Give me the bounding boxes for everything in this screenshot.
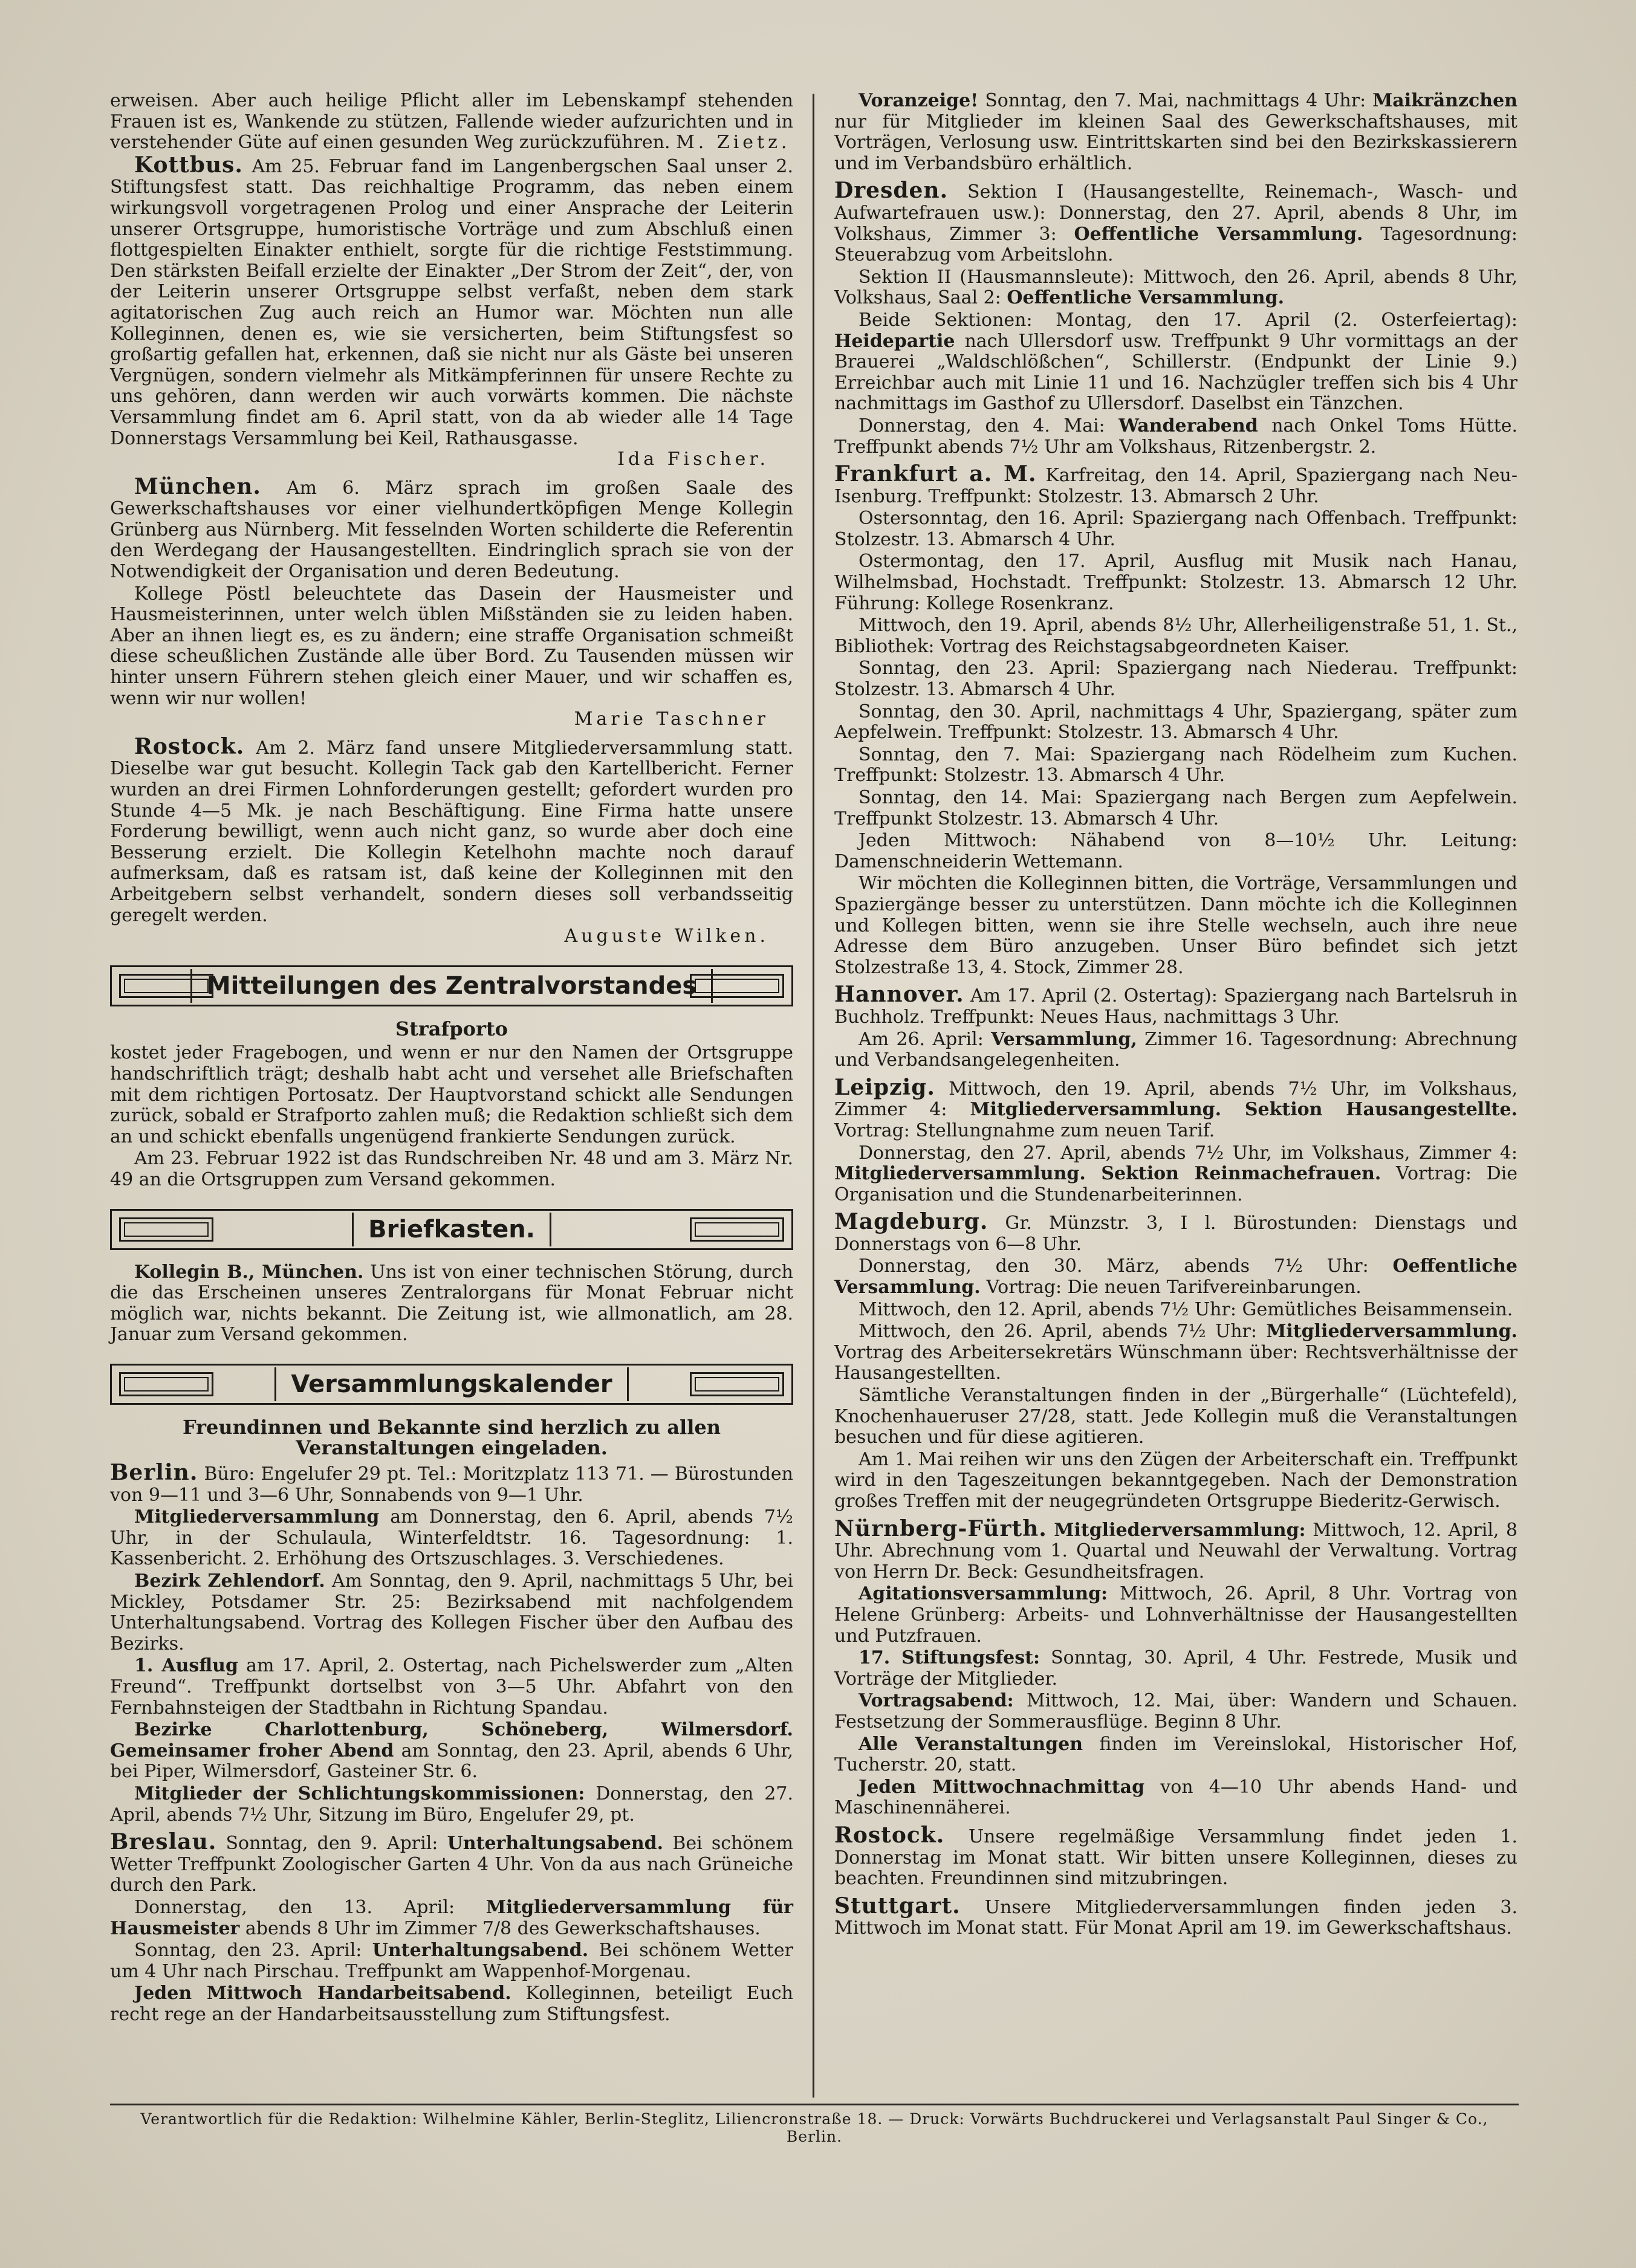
banner-briefkasten xyxy=(110,1209,793,1250)
calendar-berlin-item: Bezirke Charlottenburg, Schöneberg, Wilmersdorf. Gemeinsamer froher Abend am Sonntag, den 23. April, abends 6 Uhr, bei Piper, Wilmersdorf, Gasteiner Str. 6. xyxy=(110,1719,793,1783)
article-continuation: erweisen. Aber auch heilige Pflicht aller im Lebenskampf stehenden Frauen ist es, Wankende zu stützen, Fallende wieder aufzurichten und in verstehender Güte auf einen gesunden Weg zurückzuführen. M. Zietz. xyxy=(110,90,793,154)
calendar-nuernberg-item: 17. Stiftungsfest: Sonntag, 30. April, 4 Uhr. Festrede, Musik und Vorträge der Mitglieder. xyxy=(834,1647,1518,1690)
calendar-frankfurt-item: Sonntag, den 23. April: Spaziergang nach Niederau. Treffpunkt: Stolzestr. 13. Abmarsch 4 Uhr. xyxy=(834,658,1518,701)
calendar-frankfurt-item: Jeden Mittwoch: Nähabend von 8—10½ Uhr. Leitung: Damenschneiderin Wettemann. xyxy=(834,830,1518,872)
calendar-frankfurt-item: Sonntag, den 14. Mai: Spaziergang nach Bergen zum Aepfelwein. Treffpunkt Stolzestr. 13. Abmarsch 4 Uhr. xyxy=(834,787,1518,829)
report-rostock: Rostock. Am 2. März fand unsere Mitgliederversammlung statt. Dieselbe war gut besucht. Kollegin Tack gab den Kartellbericht. Ferner wurden an drei Firmen Lohnforderungen gestellt; gefordert wurden pro Stunde 4—5 Mk. je nach Beschäftigung. Eine Firma hatte unsere Forderung bewilligt, wenn auch nicht ganz, so wurde aber doch eine Besserung erzielt. Die Kollegin Ketelhohn machte noch darauf aufmerksam, daß es ratsam ist, daß keine der Kolleginnen mit den Arbeitgebern selbst verhandelt, sondern dieses soll verbandsseitig geregelt werden. Auguste Wilken. xyxy=(110,733,793,947)
banner-title: Versammlungskalender xyxy=(274,1367,628,1401)
calendar-voranzeige: Voranzeige! Sonntag, den 7. Mai, nachmittags 4 Uhr: Maikränzchen nur für Mitglieder im kleinen Saal des Gewerkschaftshauses, mit Vorträgen, Verlosung usw. Eintrittskarten sind bei den Bezirkskassierern und im Verbandsbüro erhältlich. xyxy=(834,90,1518,174)
calendar-berlin-item: Mitglieder der Schlichtungskommissionen: Donnerstag, den 27. April, abends 7½ Uhr, Sitzung im Büro, Engelufer 29, pt. xyxy=(110,1783,793,1826)
report-cottbus: Kottbus. Am 25. Februar fand im Langenbergschen Saal unser 2. Stiftungsfest statt. Das reichhaltige Programm, das neben einem wirkungsvoll vorgetragenen Prolog und einer Ansprache der Leiterin unserer Ortsgruppe, humoristische Vorträge und zum Abschluß einen flottgespielten Einakter enthielt, sorgte für die richtige Feststimmung. Den stärksten Beifall erzielte der Einakter „Der Strom der Zeit“, der, von der Leiterin unserer Ortsgruppe selbst verfaßt, neben dem stark agitatorischen Zug auch reich an Humor war. Möchten nun alle Kolleginnen, denen es, wie sie versicherten, beim Stiftungsfest so großartig gefallen hat, erkennen, daß sie nicht nur als Gäste bei unseren Vergnügen, sondern vielmehr als Mitkämpferinnen für unsere Rechte zu uns gehören, dann werden wir auch vorwärts kommen. Die nächste Versammlung findet am 6. April statt, von da ab wieder alle 14 Tage Donnerstags Versammlung bei Keil, Rathausgasse. Ida Fischer. xyxy=(110,152,793,470)
report-muenchen: München. Am 6. März sprach im großen Saale des Gewerkschaftshauses vor einer vielhundertköpfigen Menge Kollegin Grünberg aus Nürnberg. Mit fesselnden Worten schilderte die Referentin den Werdegang der Hausangestellten. Eindringlich sprach sie von der Notwendigkeit der Organisation und deren Bedeutung. xyxy=(110,473,793,583)
calendar-berlin-item: 1. Ausflug am 17. April, 2. Ostertag, nach Pichelswerder zum „Alten Freund“. Treffpunkt dortselbst von 3—5 Uhr. Abfahrt von den Fernbahnsteigen der Stadtbahn in Richtung Spandau. xyxy=(110,1655,793,1719)
calendar-nuernberg: Nürnberg-Fürth. Mitgliederversammlung: Mittwoch, 12. April, 8 Uhr. Abrechnung vom 1. Quartal und Neuwahl der Verwaltung. Vortrag von Herrn Dr. Beck: Gesundheitsfragen. xyxy=(834,1515,1518,1583)
calendar-magdeburg-item: Donnerstag, den 30. März, abends 7½ Uhr: Oeffentliche Versammlung. Vortrag: Die neuen Tarifvereinbarungen. xyxy=(834,1256,1518,1298)
banner-title: Mitteilungen des Zentralvorstandes xyxy=(190,969,713,1003)
calendar-dresden-item: Sektion II (Hausmannsleute): Mittwoch, den 26. April, abends 8 Uhr, Volkshaus, Saal 2: Oeffentliche Versammlung. xyxy=(834,266,1518,309)
calendar-magdeburg-item: Sämtliche Veranstaltungen finden in der „Bürgerhalle“ (Lüchtefeld), Knochenhaueruser 27/28, statt. Jede Kollegin muß die Veranstaltungen besuchen und für diese agitieren. xyxy=(834,1385,1518,1448)
banner-ornament xyxy=(119,1372,213,1396)
calendar-leipzig: Leipzig. Mittwoch, den 19. April, abends 7½ Uhr, im Volkshaus, Zimmer 4: Mitgliederversammlung. Sektion Hausangestellte. Vortrag: Stellungnahme zum neuen Tarif. xyxy=(834,1074,1518,1141)
column-divider xyxy=(813,94,814,2098)
banner-ornament xyxy=(119,974,213,998)
calendar-nuernberg-item: Alle Veranstaltungen finden im Vereinslokal, Historischer Hof, Tucherstr. 20, statt. xyxy=(834,1733,1518,1776)
calendar-nuernberg-item: Vortragsabend: Mittwoch, 12. Mai, über: Wandern und Schauen. Festsetzung der Sommerausflüge. Beginn 8 Uhr. xyxy=(834,1690,1518,1732)
strafporto-text: kostet jeder Fragebogen, und wenn er nur den Namen der Ortsgruppe handschriftlich trägt; deshalb habt acht und versehet alle Briefschaften mit dem richtigen Portosatz. Der Hauptvorstand schickt alle Sendungen zurück, sobald er Strafporto zahlen muß; die Redaktion schließt sich dem an und schickt ebenfalls ungenügend frankierte Sendungen zurück. xyxy=(110,1042,793,1147)
rundschreiben-text: Am 23. Februar 1922 ist das Rundschreiben Nr. 48 und am 3. März Nr. 49 an die Ortsgruppen zum Versand gekommen. xyxy=(110,1148,793,1190)
calendar-frankfurt-item: Sonntag, den 7. Mai: Spaziergang nach Rödelheim zum Kuchen. Treffpunkt: Stolzestr. 13. Abmarsch 4 Uhr. xyxy=(834,744,1518,786)
calendar-hannover-item: Am 26. April: Versammlung, Zimmer 16. Tagesordnung: Abrechnung und Verbandsangelegenheiten. xyxy=(834,1028,1518,1071)
banner-versammlungskalender xyxy=(110,1364,793,1405)
strafporto-heading: Strafporto xyxy=(395,1017,508,1040)
calendar-frankfurt: Frankfurt a. M. Karfreitag, den 14. April, Spaziergang nach Neu-Isenburg. Treffpunkt: Stolzestr. 13. Abmarsch 2 Uhr. xyxy=(834,461,1518,507)
calendar-magdeburg-item: Am 1. Mai reihen wir uns den Zügen der Arbeiterschaft ein. Treffpunkt wird in den Tageszeitungen bekanntgegeben. Nach der Demonstration großes Treffen mit der neugegründeten Ortsgruppe Biederitz-Gerwisch. xyxy=(834,1448,1518,1512)
calendar-breslau: Breslau. Sonntag, den 9. April: Unterhaltungsabend. Bei schönem Wetter Treffpunkt Zoologischer Garten 4 Uhr. Von da aus nach Grüneiche durch den Park. xyxy=(110,1829,793,1896)
banner-zentralvorstand xyxy=(110,965,793,1006)
calendar-berlin-item: Mitgliederversammlung am Donnerstag, den 6. April, abends 7½ Uhr, in der Schulaula, Winterfeldtstr. 16. Tagesordnung: 1. Kassenbericht. 2. Erhöhung des Ortszuschlages. 3. Verschiedenes. xyxy=(110,1506,793,1570)
calendar-dresden-item: Donnerstag, den 4. Mai: Wanderabend nach Onkel Toms Hütte. Treffpunkt abends 7½ Uhr am Volkshaus, Ritzenbergstr. 2. xyxy=(834,415,1518,458)
briefkasten-text: Kollegin B., München. Uns ist von einer technischen Störung, durch die das Erscheinen unseres Zentralorgans für Monat Februar nicht möglich war, nichts bekannt. Die Zeitung ist, wie allmonatlich, am 28. Januar zum Versand gekommen. xyxy=(110,1261,793,1346)
calendar-magdeburg-item: Mittwoch, den 12. April, abends 7½ Uhr: Gemütliches Beisammensein. xyxy=(859,1298,1513,1320)
calendar-hannover: Hannover. Am 17. April (2. Ostertag): Spaziergang nach Bartelsruh in Buchholz. Treffpunkt: Neues Haus, nachmittags 3 Uhr. xyxy=(834,982,1518,1028)
kalender-subheading: Freundinnen und Bekannte sind herzlich zu allen Veranstaltungen eingeladen. xyxy=(183,1415,721,1460)
report-muenchen-cont: Kollege Pöstl beleuchtete das Dasein der Hausmeister und Hausmeisterinnen, unter welch üblen Mißständen sie zu leiden haben. Aber an ihnen liegt es, es zu ändern; eine straffe Organisation schmeißt diese scheußlichen Zustände alle über Bord. Zu Tausenden müssen wir hinter unsern Führern stehen gleich einer Mauer, und wir schaffen es, wenn wir nur wollen! Marie Taschner xyxy=(110,583,793,730)
banner-ornament xyxy=(690,1217,784,1242)
calendar-breslau-item: Donnerstag, den 13. April: Mitgliederversammlung für Hausmeister abends 8 Uhr im Zimmer 7/8 des Gewerkschaftshauses. xyxy=(110,1896,793,1939)
calendar-breslau-item: Jeden Mittwoch Handarbeitsabend. Kolleginnen, beteiligt Euch recht rege an der Handarbeitsausstellung zum Stiftungsfest. xyxy=(110,1983,793,2025)
calendar-berlin-item: Bezirk Zehlendorf. Am Sonntag, den 9. April, nachmittags 5 Uhr, bei Mickley, Potsdamer Str. 25: Bezirksabend mit nachfolgendem Unterhaltungsabend. Vortrag des Kollegen Fischer über den Aufbau des Bezirks. xyxy=(110,1570,793,1654)
calendar-dresden: Dresden. Sektion I (Hausangestellte, Reinemach-, Wasch- und Aufwartefrauen usw.): Donnerstag, den 27. April, abends 8 Uhr, im Volkshaus, Zimmer 3: Oeffentliche Versammlung. Tagesordnung: Steuerabzug vom Arbeitslohn. xyxy=(834,178,1518,266)
calendar-frankfurt-item: Ostermontag, den 17. April, Ausflug mit Musik nach Hanau, Wilhelmsbad, Hochstadt. Treffpunkt: Stolzestr. 13. Abmarsch 12 Uhr. Führung: Kollege Rosenkranz. xyxy=(834,551,1518,614)
calendar-magdeburg-item: Mittwoch, den 26. April, abends 7½ Uhr: Mitgliederversammlung. Vortrag des Arbeitersekretärs Wünschmann über: Rechtsverhältnisse der Hausangestellten. xyxy=(834,1321,1518,1384)
calendar-magdeburg: Magdeburg. Gr. Münzstr. 3, I l. Bürostunden: Dienstags und Donnerstags von 6—8 Uhr. xyxy=(834,1209,1518,1255)
banner-ornament xyxy=(119,1217,213,1242)
calendar-nuernberg-item: Agitationsversammlung: Mittwoch, 26. April, 8 Uhr. Vortrag von Helene Grünberg: Arbeits- und Lohnverhältnisse der Hausangestellten und Putzfrauen. xyxy=(834,1583,1518,1647)
calendar-dresden-item: Beide Sektionen: Montag, den 17. April (2. Osterfeiertag): Heidepartie nach Ullersdorf usw. Treffpunkt 9 Uhr vormittags an der Brauerei „Waldschlößchen“, Schillerstr. (Endpunkt der Linie 9.) Erreichbar auch mit Linie 11 und 16. Nachzügler treffen sich bis 4 Uhr nachmittags im Gasthof zu Ullersdorf. Daselbst ein Tänzchen. xyxy=(834,309,1518,415)
calendar-berlin: Berlin. Büro: Engelufer 29 pt. Tel.: Moritzplatz 113 71. — Bürostunden von 9—11 und 3—6 Uhr, Sonnabends von 9—1 Uhr. xyxy=(110,1460,793,1506)
calendar-frankfurt-item: Sonntag, den 30. April, nachmittags 4 Uhr, Spaziergang, später zum Aepfelwein. Treffpunkt: Stolzestr. 13. Abmarsch 4 Uhr. xyxy=(834,701,1518,744)
imprint-footer: Verantwortlich für die Redaktion: Wilhelmine Kähler, Berlin-Steglitz, Liliencronstraße 18. — Druck: Vorwärts Buchdruckerei und Verlagsanstalt Paul Singer & Co., Berlin. xyxy=(110,2104,1519,2145)
banner-title: Briefkasten. xyxy=(352,1213,551,1246)
calendar-stuttgart: Stuttgart. Unsere Mitgliederversammlungen finden jeden 3. Mittwoch im Monat statt. Für Monat April am 19. im Gewerkschaftshaus. xyxy=(834,1893,1518,1939)
calendar-leipzig-item: Donnerstag, den 27. April, abends 7½ Uhr, im Volkshaus, Zimmer 4: Mitgliederversammlung. Sektion Reinmachefrauen. Vortrag: Die Organisation und die Stundenarbeiterinnen. xyxy=(834,1142,1518,1205)
calendar-rostock: Rostock. Unsere regelmäßige Versammlung findet jeden 1. Donnerstag im Monat statt. Wir bitten unsere Kolleginnen, dieses zu beachten. Freundinnen sind mitzubringen. xyxy=(834,1822,1518,1890)
left-column xyxy=(110,91,793,2027)
calendar-frankfurt-item: Ostersonntag, den 16. April: Spaziergang nach Offenbach. Treffpunkt: Stolzestr. 13. Abmarsch 4 Uhr. xyxy=(834,508,1518,550)
right-column xyxy=(834,91,1518,1940)
banner-ornament xyxy=(690,1372,784,1396)
calendar-breslau-item: Sonntag, den 23. April: Unterhaltungsabend. Bei schönem Wetter um 4 Uhr nach Pirschau. Treffpunkt am Wappenhof-Morgenau. xyxy=(110,1940,794,1982)
calendar-frankfurt-item: Wir möchten die Kolleginnen bitten, die Vorträge, Versammlungen und Spaziergänge besser zu unterstützen. Dann möchte ich die Kolleginnen und Kollegen bitten, wenn sie ihre Stelle wechseln, auch ihre neue Adresse dem Büro anzugeben. Unser Büro befindet sich jetzt Stolzestraße 13, 4. Stock, Zimmer 28. xyxy=(834,873,1518,978)
calendar-frankfurt-item: Mittwoch, den 19. April, abends 8½ Uhr, Allerheiligenstraße 51, 1. St., Bibliothek: Vortrag des Reichstagsabgeordneten Kaiser. xyxy=(834,615,1518,657)
calendar-nuernberg-item: Jeden Mittwochnachmittag von 4—10 Uhr abends Hand- und Maschinennäherei. xyxy=(834,1776,1518,1819)
banner-ornament xyxy=(690,974,784,998)
